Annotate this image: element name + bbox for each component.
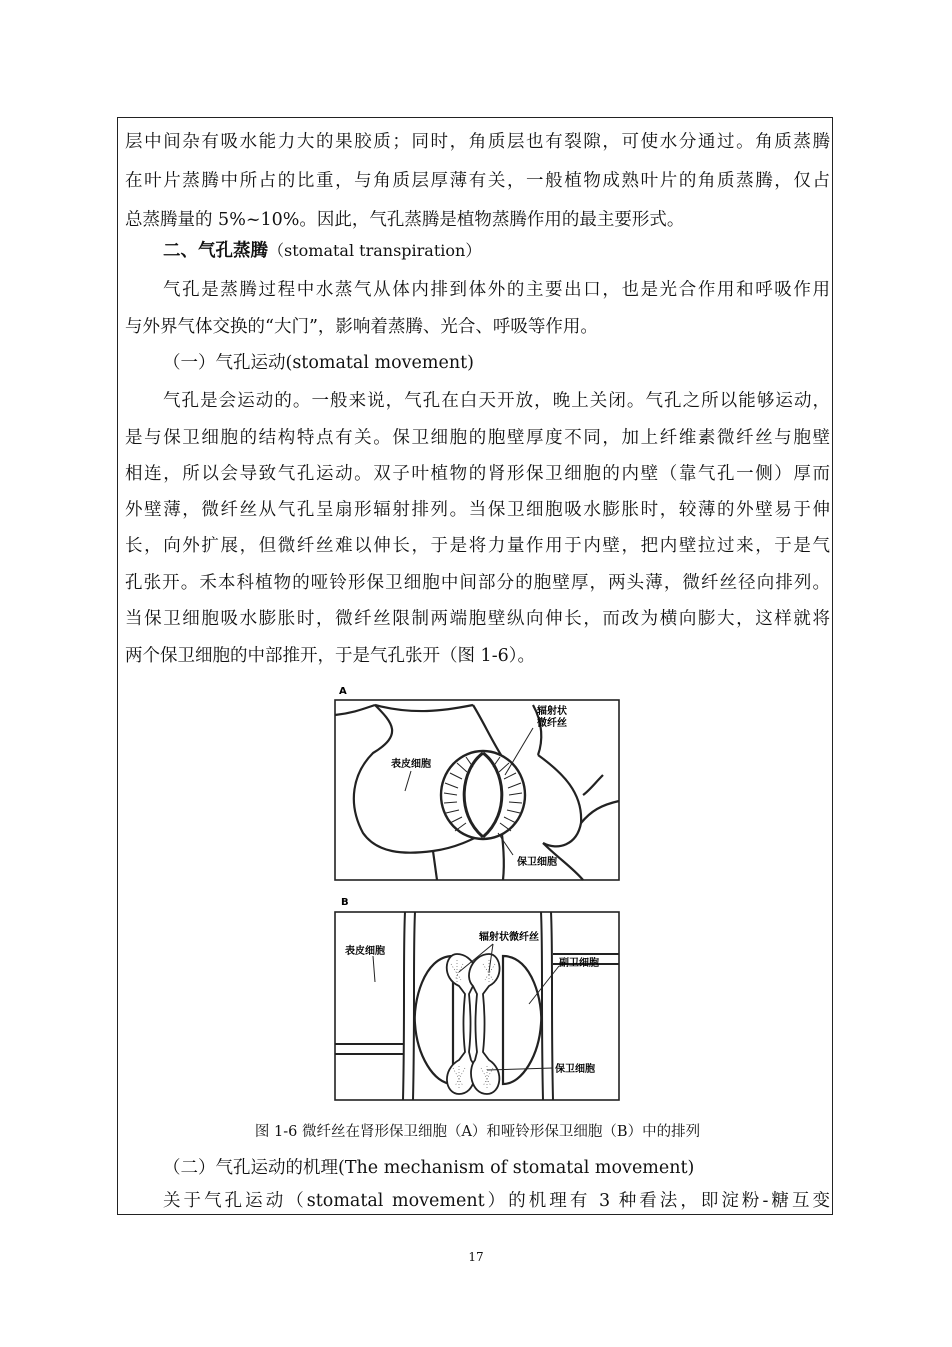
text-line: 总蒸腾量的 5%~10%。因此，气孔蒸腾是植物蒸腾作用的最主要形式。 <box>125 210 685 230</box>
section-heading <box>125 240 830 262</box>
text-line: 与外界气体交换的“大门”，影响着蒸腾、光合、呼吸等作用。 <box>125 317 598 337</box>
text-line: 气孔是蒸腾过程中水蒸气从体内排到体外的主要出口，也是光合作用和呼吸作用 <box>163 280 830 300</box>
text-line: 相连，所以会导致气孔运动。双子叶植物的肾形保卫细胞的内壁（靠气孔一侧）厚而 <box>125 464 830 484</box>
panel-b-drawing <box>333 894 623 1104</box>
panel-b-label: B <box>341 897 349 908</box>
panel-b-epidermal-label: 表皮细胞 <box>345 946 385 957</box>
panel-a-radial-label: 辐射状 <box>537 706 567 717</box>
figure-panel-b <box>333 894 623 1104</box>
subsection-heading: （二）气孔运动的机理(The mechanism of stomatal movement) <box>163 1158 695 1178</box>
text-line: 外壁薄，微纤丝从气孔呈扇形辐射排列。当保卫细胞吸水膨胀时，较薄的外壁易于伸 <box>125 500 830 520</box>
panel-a-epidermal-label: 表皮细胞 <box>391 759 431 770</box>
text-line: 层中间杂有吸水能力大的果胶质；同时，角质层也有裂隙，可使水分通过。角质蒸腾 <box>125 132 830 152</box>
panel-a-drawing <box>333 683 623 883</box>
text-line: 当保卫细胞吸水膨胀时，微纤丝限制两端胞壁纵向伸长，而改为横向膨大，这样就将 <box>125 609 830 629</box>
text-line: 关于气孔运动（stomatal movement）的机理有 3 种看法，即淀粉-糖互变 <box>163 1191 830 1211</box>
text-line: 长，向外扩展，但微纤丝难以伸长，于是将力量作用于内壁，把内壁拉过来，于是气 <box>125 536 830 556</box>
text-line: 气孔是会运动的。一般来说，气孔在白天开放，晚上关闭。气孔之所以能够运动， <box>163 391 830 411</box>
panel-b-subsidiary-label: 副卫细胞 <box>559 958 599 969</box>
panel-a-guard-label: 保卫细胞 <box>517 857 557 868</box>
panel-b-guard-label: 保卫细胞 <box>555 1064 595 1075</box>
text-line: 在叶片蒸腾中所占的比重，与角质层厚薄有关，一般植物成熟叶片的角质蒸腾，仅占 <box>125 171 830 191</box>
text-line: 是与保卫细胞的结构特点有关。保卫细胞的胞壁厚度不同，加上纤维素微纤丝与胞壁 <box>125 428 830 448</box>
section-heading-english: （stomatal transpiration） <box>268 241 482 260</box>
figure-caption: 图 1-6 微纤丝在肾形保卫细胞（A）和哑铃形保卫细胞（B）中的排列 <box>254 1124 701 1140</box>
panel-b-radial-label: 辐射状微纤丝 <box>479 932 539 943</box>
panel-a-microfibril-label: 微纤丝 <box>537 718 567 729</box>
section-heading-title: 二、气孔蒸腾 <box>163 241 268 261</box>
page-number: 17 <box>468 1250 484 1264</box>
text-line: 孔张开。禾本科植物的哑铃形保卫细胞中间部分的胞壁厚，两头薄，微纤丝径向排列。 <box>125 573 830 593</box>
text-line: 两个保卫细胞的中部推开，于是气孔张开（图 1-6）。 <box>125 646 535 666</box>
subsection-heading: （一）气孔运动(stomatal movement) <box>163 353 474 373</box>
figure-panel-a <box>333 683 623 883</box>
panel-a-label: A <box>339 686 347 697</box>
